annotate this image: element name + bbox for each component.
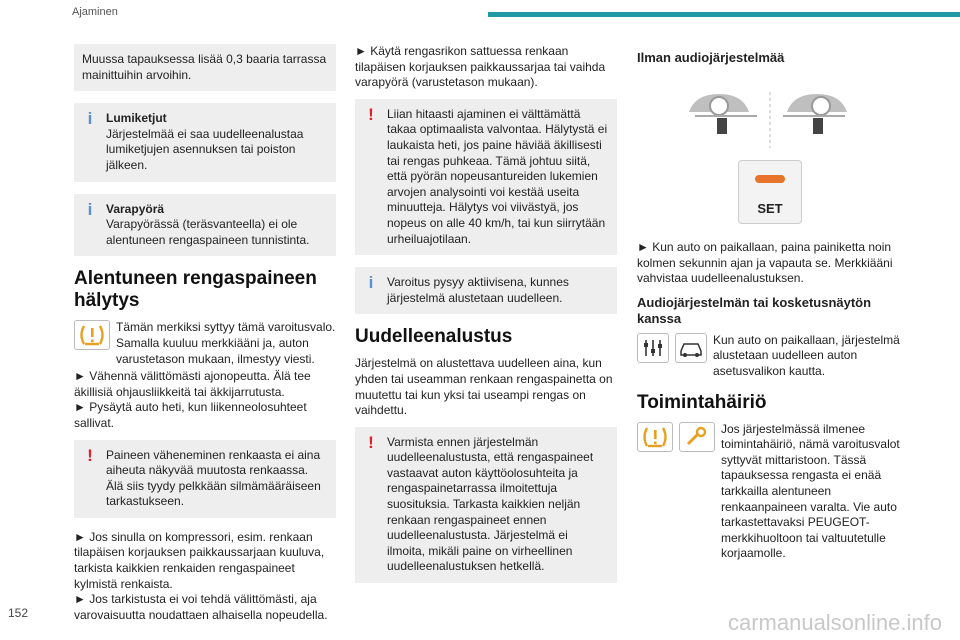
paragraph: Järjestelmä on alustettava uudelleen aina, kun yhden tai useamman renkaan rengaspainetta on muutettu tai kun yksi tai useampi rengas on vaihdettu. — [355, 356, 613, 418]
audio-row — [637, 333, 903, 380]
step-text: ► Käytä rengasrikon sattuessa renkaan tilapäisen korjauksen paikkaussarjaa tai vaihda varapyörä (varustetason mukaan). — [355, 44, 606, 90]
steering-wheel-icon — [783, 94, 847, 134]
info-title: Varapyörä — [106, 201, 165, 216]
subsection-heading: Audiojärjestelmän tai kosketusnäytön kanssa — [637, 294, 872, 326]
note-box — [74, 44, 336, 91]
watermark: carmanualsonline.info — [727, 610, 942, 635]
warning-box — [355, 427, 617, 583]
info-icon: i — [368, 273, 374, 293]
subsection-heading: Ilman audiojärjestelmää — [637, 50, 785, 65]
info-text: Varapyörässä (teräsvanteella) ei ole alentuneen rengaspaineen tunnistinta. — [106, 217, 310, 247]
warning-exclamation-icon: ! — [87, 445, 93, 465]
car-icon — [675, 333, 707, 363]
wrench-icon — [679, 422, 715, 452]
page-number: 152 — [8, 606, 29, 620]
tyre-pressure-warning-icon — [74, 320, 110, 350]
alert-text: Tämän merkiksi syttyy tämä varoitusvalo. Samalla kuuluu merkkiääni ja, auton varustetason mukaan, ilmestyy viesti. — [116, 320, 336, 366]
settings-icon — [637, 333, 669, 363]
dashboard-illustration — [637, 72, 903, 150]
warning-exclamation-icon: ! — [368, 104, 374, 124]
fault-row — [637, 422, 903, 562]
info-text: Järjestelmää ei saa uudelleenalustaa lumiketjujen asennuksen tai poiston jälkeen. — [106, 126, 304, 172]
section-title: Ajaminen — [72, 6, 118, 18]
column-2 — [355, 44, 617, 595]
warning-text: Liian hitaasti ajaminen ei välttämättä takaa optimaalista valvontaa. Hälytystä ei laukaista heti, jos paine häviää äkillisesti tai rengas puhkeaa. Tämä johtuu siitä, että pyörän nopeusantureiden lukemien arvojen analysointi voi kestää useita minuutteja. Hälytys voi viivästyä, jos nopeus on alle 40 km/h, tai kun siirrytään urheiluajotilaan. — [387, 106, 608, 246]
section-heading: Toimintahäiriö — [637, 391, 767, 413]
fault-text: Jos järjestelmässä ilmenee toimintahäiriö, nämä varoitusvalot syttyvät mittaristoon. Tässä tapauksessa rengasta ei enää tarkkailla alentuneen renkaanpaineen varalta. Vie auto tarkastettavaksi PEUGEOT-merkkihuoltoon tai valtuutetulle korjaamolle. — [721, 421, 900, 561]
column-3 — [637, 44, 903, 564]
set-button[interactable] — [738, 160, 802, 224]
note-text: Muussa tapauksessa lisää 0,3 baaria tarrassa mainittuihin arvoihin. — [82, 52, 327, 82]
info-icon: i — [87, 109, 93, 129]
step-text: ► Vähennä välittömästi ajonopeutta. Älä tee äkillisiä ohjausliikkeitä tai äkkijarrutusta. — [74, 369, 311, 399]
warning-box — [355, 99, 617, 255]
info-icon: i — [87, 199, 93, 219]
step-text: ► Pysäytä auto heti, kun liikenneolosuhteet sallivat. — [74, 400, 307, 430]
info-title: Lumiketjut — [106, 111, 167, 126]
info-text: Varoitus pysyy aktiivisena, kunnes järjestelmä alustetaan uudelleen. — [387, 275, 569, 305]
tyre-pressure-warning-icon — [637, 422, 673, 452]
info-box — [355, 267, 617, 314]
info-box-snow-chains — [74, 103, 336, 181]
warning-text: Varmista ennen järjestelmän uudelleenalustusta, että rengaspaineet vastaavat auton käyttöolosuhteita ja rengaspainetarrassa ilmoitettuja suosituksia. Tarkasta kaikkien neljän renkaan rengaspaineet ennen uudelleenalustusta. Järjestelmä ei ilmoita, mikäli paine on virheellinen uudelleenalustuksen hetkellä. — [387, 434, 594, 574]
audio-text: Kun auto on paikallaan, järjestelmä alustetaan uudelleen auton asetusvalikon kautta. — [713, 332, 900, 378]
alert-row — [74, 320, 336, 367]
warning-box — [74, 440, 336, 518]
column-1 — [74, 44, 336, 631]
set-button-label: SET — [757, 201, 783, 216]
header-accent-bar — [488, 12, 960, 17]
step-text: ► Jos tarkistusta ei voi tehdä välittömästi, aja varovaisuutta noudattaen alhaisella nopeudella. — [74, 592, 328, 622]
steering-wheel-icon — [689, 94, 757, 134]
warning-text: Paineen väheneminen renkaasta ei aina aiheuta näkyvää muutosta renkaassa. Älä siis tyydy pelkkään silmämääräiseen tarkastukseen. — [106, 447, 321, 509]
info-box-spare-wheel — [74, 194, 336, 257]
step-text: ► Jos sinulla on kompressori, esim. renkaan tilapäisen korjauksen paikkaussarjaan kuuluva, tarkista kaikkien renkaiden rengaspaineet kylmistä renkaista. — [74, 529, 325, 591]
warning-exclamation-icon: ! — [368, 432, 374, 452]
section-heading: Uudelleenalustus — [355, 326, 513, 348]
section-heading: Alentuneen rengaspaineen hälytys — [74, 268, 317, 312]
step-text: ► Kun auto on paikallaan, paina painiketta noin kolmen sekunnin ajan ja vapauta se. Merkkiääni vahvistaa uudelleenalustuksen. — [637, 240, 893, 286]
